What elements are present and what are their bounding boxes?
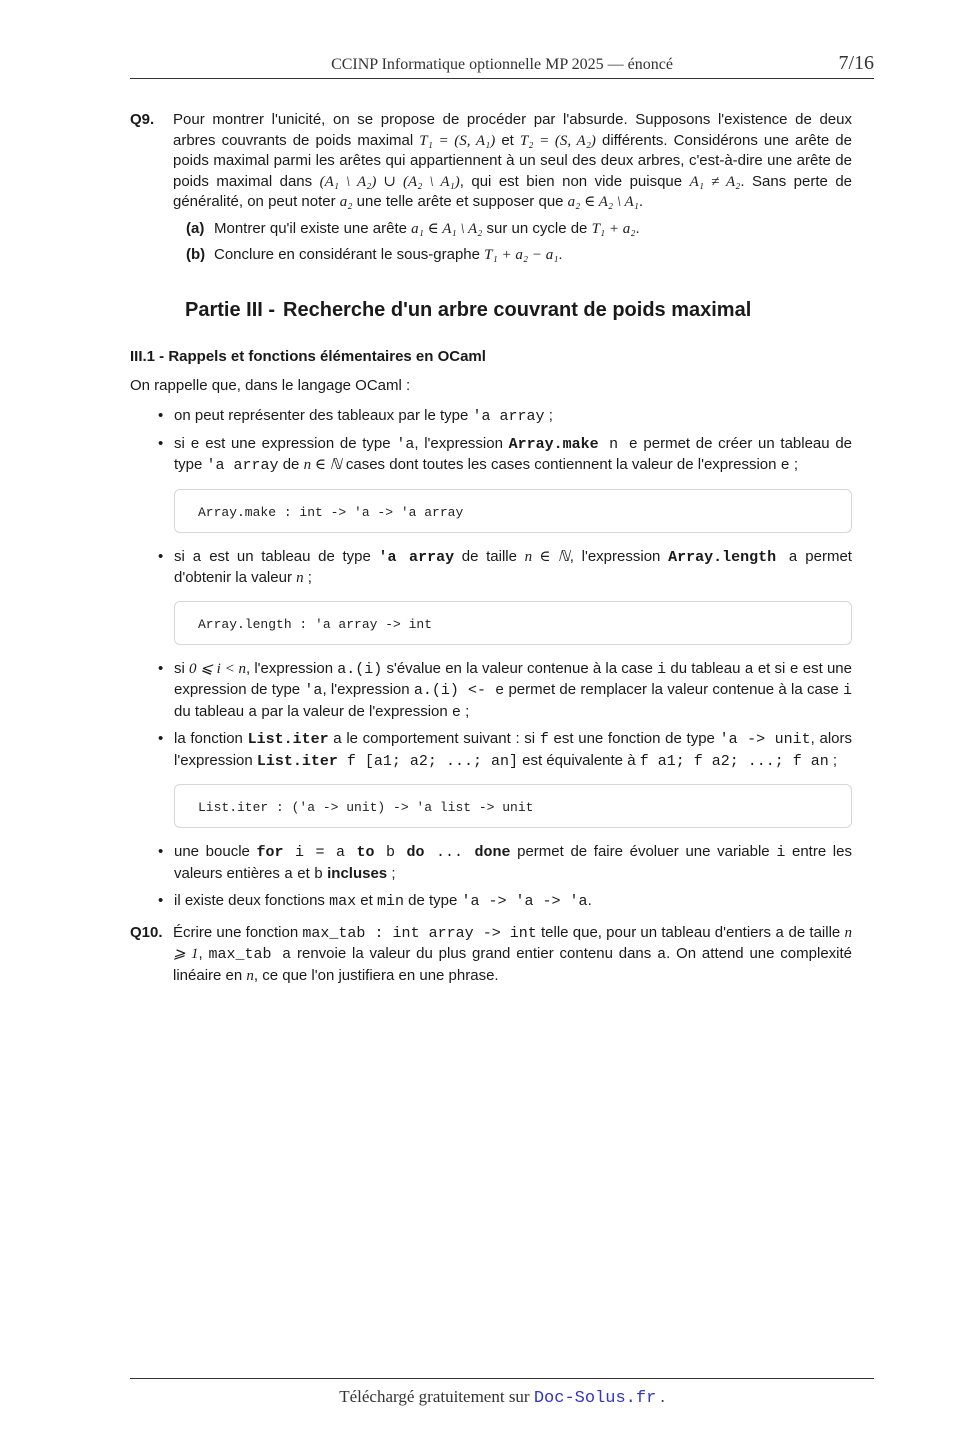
text: permet de faire évoluer une variable xyxy=(510,843,777,860)
text: , l'expression xyxy=(245,659,338,677)
section-title: III.1 - Rappels et fonctions élémentaires en OCaml xyxy=(130,348,486,365)
text: et xyxy=(293,864,314,882)
formula: T₁ + a₂ − a₁ xyxy=(484,247,559,263)
code: Array.make xyxy=(508,435,599,453)
text: si xyxy=(174,434,191,452)
code: i = a xyxy=(283,844,357,861)
text: , alors l'expression xyxy=(174,730,853,769)
code: e xyxy=(789,660,799,678)
footer-end: . xyxy=(656,1387,665,1406)
code: e xyxy=(451,703,461,721)
text: , l'expression xyxy=(414,434,509,452)
formula: n ∈ ℕ xyxy=(524,548,570,565)
text: , l'expression xyxy=(569,547,669,565)
formula: T₁ = (S, A₁) xyxy=(419,132,496,149)
code: 'a -> 'a -> 'a xyxy=(461,893,588,910)
section-intro: On rappelle que, dans le langage OCaml : xyxy=(130,376,411,394)
text: ; xyxy=(387,864,396,882)
code: b xyxy=(313,865,323,883)
code: ... xyxy=(424,844,475,861)
footer-link[interactable]: Doc-Solus.fr xyxy=(533,1389,657,1408)
formula: n ∈ ℕ xyxy=(303,457,342,473)
text: et si xyxy=(753,659,790,677)
text: de taille xyxy=(454,547,525,565)
subquestion-a xyxy=(130,219,852,240)
text: de type xyxy=(403,892,462,909)
text: une boucle xyxy=(174,843,257,860)
code: i xyxy=(657,660,667,678)
text: renvoie la valeur du plus grand entier contenu dans xyxy=(291,945,658,962)
code: List.iter xyxy=(247,731,329,748)
formula: n xyxy=(296,570,304,586)
text: ; xyxy=(460,702,470,720)
code: i xyxy=(842,682,852,699)
code: done xyxy=(474,844,511,861)
text: ; xyxy=(544,407,553,424)
header-title: CCINP Informatique optionnelle MP 2025 — énoncé xyxy=(331,56,673,73)
footer-label: Téléchargé gratuitement sur xyxy=(339,1387,534,1406)
text: une telle arête et supposer que xyxy=(352,193,568,210)
page-footer xyxy=(130,1378,874,1408)
text: si xyxy=(174,547,193,565)
formula: a₂ xyxy=(339,194,353,210)
text: du tableau xyxy=(174,702,249,720)
code: max_tab : int array -> int xyxy=(302,924,537,942)
text: permet de remplacer la valeur contenue à la case xyxy=(504,681,843,698)
code: i xyxy=(776,844,786,861)
question-9 xyxy=(130,110,852,213)
text: entre les valeurs entières xyxy=(174,843,852,882)
text: . xyxy=(635,219,640,237)
question-10 xyxy=(130,923,852,987)
text: permet d'obtenir la valeur xyxy=(174,547,852,586)
code: 'a xyxy=(304,682,323,699)
bullet-list xyxy=(130,406,852,913)
code: e xyxy=(780,457,790,474)
text: Conclure en considérant le sous-graphe xyxy=(214,246,485,263)
text: . xyxy=(638,193,644,210)
code-block: Array.length : 'a array -> int xyxy=(174,601,852,645)
subquestion-b xyxy=(130,245,852,266)
code: max xyxy=(329,893,357,910)
formula: 0 ⩽ i < n xyxy=(189,660,246,677)
text: de taille xyxy=(784,923,845,941)
code: 'a array xyxy=(206,457,279,474)
code: a xyxy=(744,660,754,678)
code: a xyxy=(284,865,294,883)
code: b xyxy=(374,844,407,861)
formula: A₁ ≠ A₂ xyxy=(689,173,741,190)
text: , qui est bien non vide puisque xyxy=(459,172,690,190)
code: a xyxy=(192,548,202,566)
text: et xyxy=(495,131,520,149)
formula: n ⩾ 1 xyxy=(173,924,852,962)
list-item xyxy=(174,891,852,913)
code: List.iter xyxy=(256,752,338,770)
question-label: Q9. xyxy=(130,111,155,128)
code: a.(i) xyxy=(337,660,383,678)
code: a xyxy=(776,548,798,566)
code: a xyxy=(657,946,667,963)
text: on peut représenter des tableaux par le type xyxy=(174,407,473,424)
text: , xyxy=(198,945,209,962)
text: a le comportement suivant : si xyxy=(328,730,540,747)
formula: a₁ ∈ A₁ \ A₂ xyxy=(411,220,483,237)
list-item xyxy=(174,434,852,533)
text: Montrer qu'il existe une arête xyxy=(214,219,412,237)
text: est équivalente à xyxy=(517,751,640,769)
text: est une fonction de type xyxy=(548,730,720,747)
code: a xyxy=(248,703,258,721)
code: f xyxy=(539,731,549,748)
text: Écrire une fonction xyxy=(173,923,303,941)
code: min xyxy=(376,893,404,910)
text: telle que, pour un tableau d'entiers xyxy=(536,923,776,941)
text: il existe deux fonctions xyxy=(174,892,330,909)
formula: a₂ ∈ A₂ \ A₁ xyxy=(567,194,639,210)
code: Array.length xyxy=(668,548,777,566)
list-item xyxy=(174,842,852,885)
text: est une expression de type xyxy=(199,434,397,452)
code: n e xyxy=(598,435,638,453)
code: f [a1; a2; ...; an] xyxy=(337,752,518,770)
text: , l'expression xyxy=(322,681,414,698)
code: f a1; f a2; ...; f an xyxy=(639,752,829,770)
text: sur un cycle de xyxy=(482,219,592,237)
page-header xyxy=(130,52,874,79)
text: . xyxy=(587,892,592,909)
text: permet de créer un tableau de type xyxy=(174,434,852,473)
text: cases dont toutes les cases contiennent la valeur de l'expression xyxy=(341,456,781,473)
text: , ce que l'on justifiera en une phrase. xyxy=(253,966,499,984)
code: max_tab a xyxy=(208,946,292,963)
code: 'a array xyxy=(378,548,455,566)
text: ; xyxy=(789,456,799,473)
part-title xyxy=(185,300,852,321)
text: ; xyxy=(303,569,312,586)
code: do xyxy=(406,844,425,861)
formula: T₂ = (S, A₂) xyxy=(519,132,596,149)
code-block: Array.make : int -> 'a -> 'a array xyxy=(174,489,852,533)
footer-text xyxy=(130,1387,874,1408)
list-item xyxy=(174,729,852,828)
question-label: Q10. xyxy=(130,923,163,941)
emphasis: incluses xyxy=(327,864,388,882)
code: e xyxy=(190,435,200,453)
code: a xyxy=(775,924,785,942)
part-number: Partie III - xyxy=(185,298,276,321)
code: 'a -> unit xyxy=(719,731,811,748)
text: s'évalue en la valeur contenue à la case xyxy=(382,659,658,677)
subquestion-label: (a) xyxy=(186,219,205,237)
text: . xyxy=(558,246,563,263)
text: ; xyxy=(828,751,838,769)
code: 'a xyxy=(396,435,415,453)
list-item xyxy=(174,659,852,724)
text: Pour montrer l'unicité, on se propose de procéder par l'absurde. Supposons l'existence de deux arbres couvrants de poids maximal xyxy=(173,111,852,149)
page-number: 7/16 xyxy=(838,52,874,74)
text: différents. Considérons une arête de poids maximal parmi les arêtes qui appartiennent à un seul des deux arbres, c'est-à-dire une arête de poids maximal dans xyxy=(173,131,852,190)
subquestion-label: (b) xyxy=(186,246,206,263)
list-item xyxy=(174,547,852,645)
part-heading: Recherche d'un arbre couvrant de poids maximal xyxy=(283,298,752,321)
formula: (A₁ \ A₂) ∪ (A₂ \ A₁) xyxy=(319,173,460,190)
text: si xyxy=(174,659,190,677)
code: 'a array xyxy=(472,408,545,425)
formula: n xyxy=(246,967,254,984)
code: to xyxy=(356,844,375,861)
text: est une expression de type xyxy=(174,659,852,698)
code: for xyxy=(256,844,284,861)
text: et xyxy=(356,892,377,909)
text: . On attend une complexité linéaire en xyxy=(173,945,852,984)
text: . Sans perte de généralité, on peut noter xyxy=(173,172,852,210)
code-block: List.iter : ('a -> unit) -> 'a list -> unit xyxy=(174,784,852,828)
text: est un tableau de type xyxy=(201,547,379,565)
text: la fonction xyxy=(174,730,248,747)
text: par la valeur de l'expression xyxy=(257,702,452,720)
list-item xyxy=(174,406,852,428)
text: de xyxy=(278,456,304,473)
text: du tableau xyxy=(666,659,745,677)
page-content xyxy=(130,110,852,986)
formula: T₁ + a₂ xyxy=(591,220,636,237)
code: a.(i) <- e xyxy=(413,682,505,699)
